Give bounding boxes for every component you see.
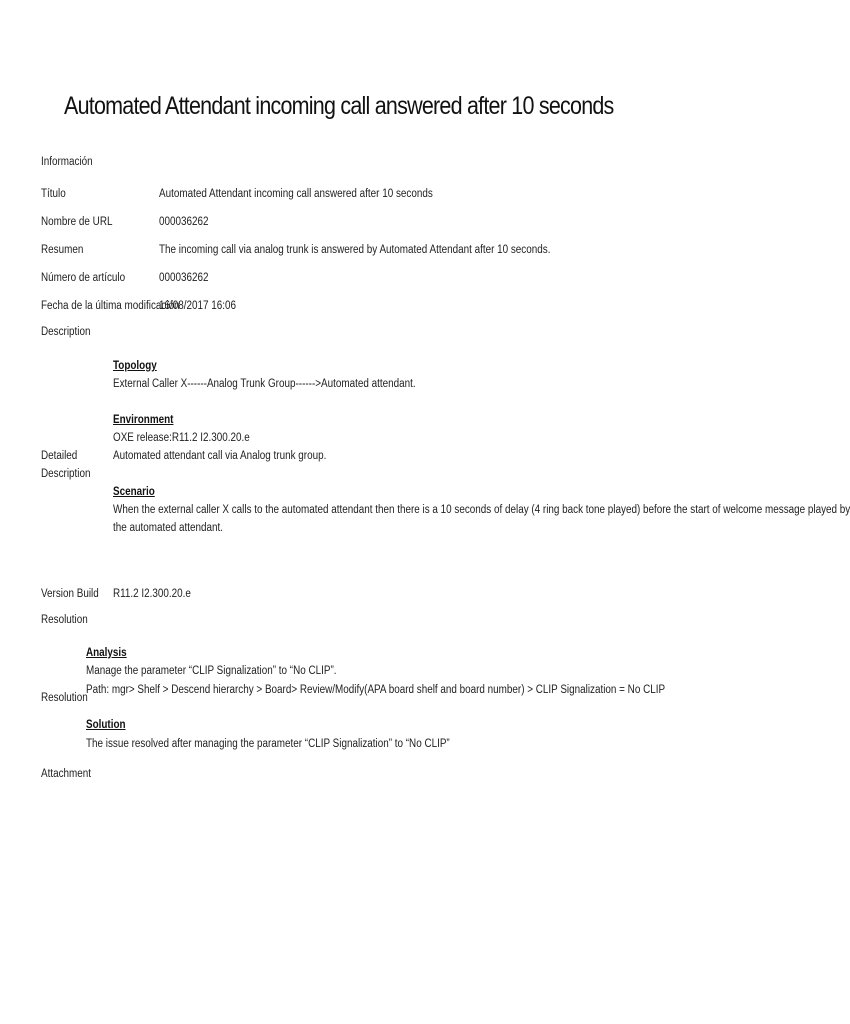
field-value-version-build: R11.2 I2.300.20.e xyxy=(113,588,191,600)
field-label-resumen: Resumen xyxy=(41,244,84,256)
section-heading-description: Description xyxy=(41,326,91,338)
scenario-line-1: When the external caller X calls to the automated attendant then there is a 10 seconds of delay (4 ring back tone played) before the start of welcome message played by xyxy=(113,504,850,516)
solution-heading: Solution xyxy=(86,719,126,731)
field-label-url: Nombre de URL xyxy=(41,216,113,228)
field-label-fecha: Fecha de la última modificación xyxy=(41,300,180,312)
field-label-titulo: Título xyxy=(41,188,66,200)
section-heading-informacion: Información xyxy=(41,156,93,168)
scenario-line-2: the automated attendant. xyxy=(113,522,223,534)
topology-heading: Topology xyxy=(113,360,157,372)
solution-text: The issue resolved after managing the parameter “CLIP Signalization” to “No CLIP” xyxy=(86,738,450,750)
section-heading-resolution: Resolution xyxy=(41,614,88,626)
field-value-url: 000036262 xyxy=(159,216,209,228)
detailed-description-label-line-2: Description xyxy=(41,468,91,480)
topology-text: External Caller X------Analog Trunk Group------>Automated attendant. xyxy=(113,378,416,390)
scenario-heading: Scenario xyxy=(113,486,155,498)
field-value-articulo: 000036262 xyxy=(159,272,209,284)
resolution-label: Resolution xyxy=(41,692,88,704)
section-heading-attachment: Attachment xyxy=(41,768,92,780)
page-title: Automated Attendant incoming call answered after 10 seconds xyxy=(64,92,614,120)
detailed-description-label-line-1: Detailed xyxy=(41,450,78,462)
analysis-line-2: Path: mgr> Shelf > Descend hierarchy > Board> Review/Modify(APA board shelf and board number) > CLIP Signalization = No CLIP xyxy=(86,684,666,696)
analysis-line-1: Manage the parameter “CLIP Signalization” to “No CLIP”. xyxy=(86,665,337,677)
field-value-titulo: Automated Attendant incoming call answered after 10 seconds xyxy=(159,188,433,200)
field-value-fecha: 16/08/2017 16:06 xyxy=(159,300,236,312)
field-label-articulo: Número de artículo xyxy=(41,272,126,284)
field-value-resumen: The incoming call via analog trunk is answered by Automated Attendant after 10 seconds. xyxy=(159,244,551,256)
field-label-version-build: Version Build xyxy=(41,588,99,600)
environment-line-2: Automated attendant call via Analog trunk group. xyxy=(113,450,327,462)
environment-line-1: OXE release:R11.2 I2.300.20.e xyxy=(113,432,250,444)
environment-heading: Environment xyxy=(113,414,174,426)
analysis-heading: Analysis xyxy=(86,647,127,659)
